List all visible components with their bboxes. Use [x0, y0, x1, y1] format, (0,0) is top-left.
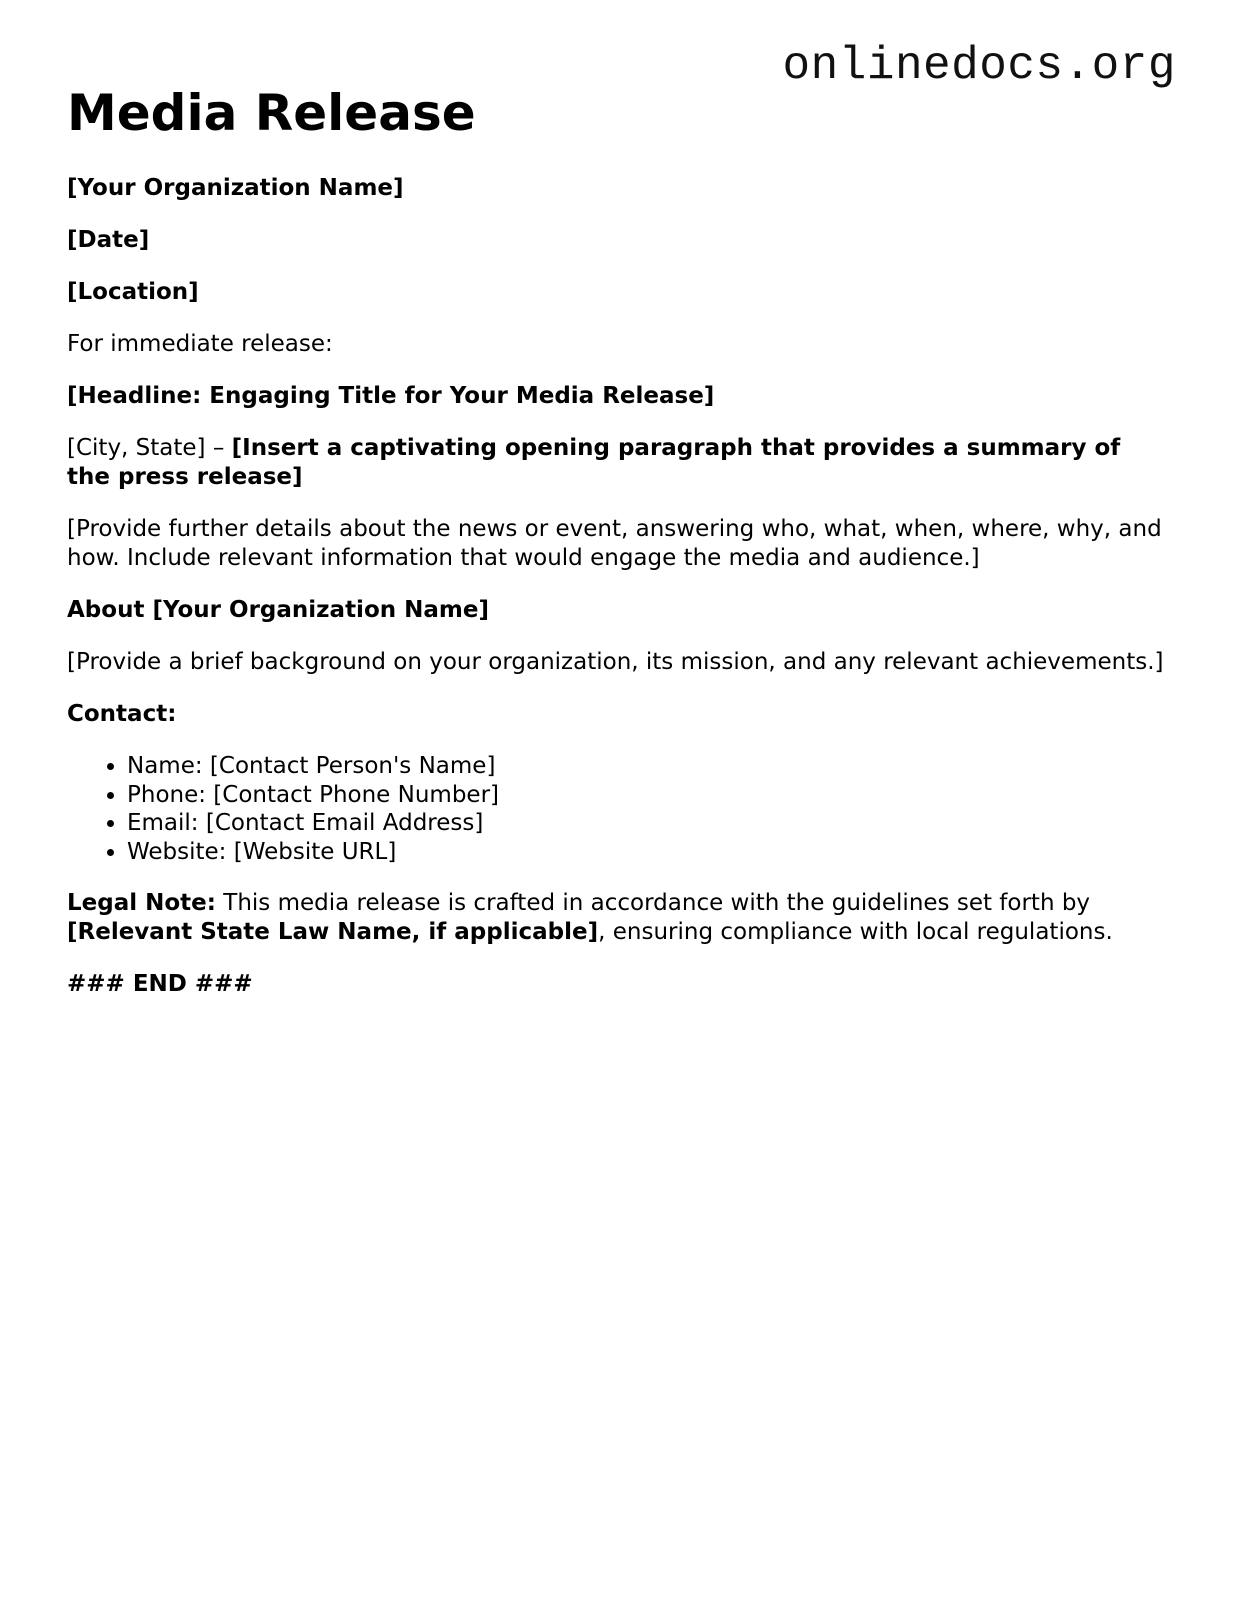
opening-prefix: [City, State] –: [67, 435, 232, 461]
document-body: [67, 82, 1167, 1022]
contact-phone: • Phone: [Contact Phone Number]: [127, 781, 1167, 810]
legal-note: [67, 889, 1167, 947]
contact-list: [67, 752, 1167, 866]
about-paragraph: [Provide a brief background on your organization, its mission, and any relevant achievements.]: [67, 649, 1164, 675]
document-title: Media Release: [67, 84, 476, 142]
opening-paragraph: [67, 434, 1167, 492]
location-field: [Location]: [67, 279, 199, 305]
legal-text-2: , ensuring compliance with local regulations.: [598, 919, 1113, 945]
about-heading: About [Your Organization Name]: [67, 597, 489, 623]
opening-summary: [Insert a captivating opening paragraph that provides a summary of the press release]: [67, 435, 1121, 490]
organization-name: [Your Organization Name]: [67, 175, 404, 201]
contact-heading: Contact:: [67, 701, 177, 727]
details-paragraph: [Provide further details about the news or event, answering who, what, when, where, why, and how. Include relevant information that would engage the media and audience.]: [67, 516, 1162, 571]
legal-text-1: This media release is crafted in accordance with the guidelines set forth by: [215, 890, 1091, 916]
contact-website: • Website: [Website URL]: [127, 838, 1167, 867]
legal-label: Legal Note:: [67, 890, 216, 916]
legal-law-name: [Relevant State Law Name, if applicable]: [67, 919, 599, 945]
contact-email: • Email: [Contact Email Address]: [127, 809, 1167, 838]
release-label: For immediate release:: [67, 331, 333, 357]
watermark: onlinedocs.org: [782, 40, 1176, 92]
headline: [Headline: Engaging Title for Your Media Release]: [67, 383, 715, 409]
date-field: [Date]: [67, 227, 150, 253]
end-mark: ### END ###: [67, 971, 253, 997]
contact-name: • Name: [Contact Person's Name]: [127, 752, 1167, 781]
